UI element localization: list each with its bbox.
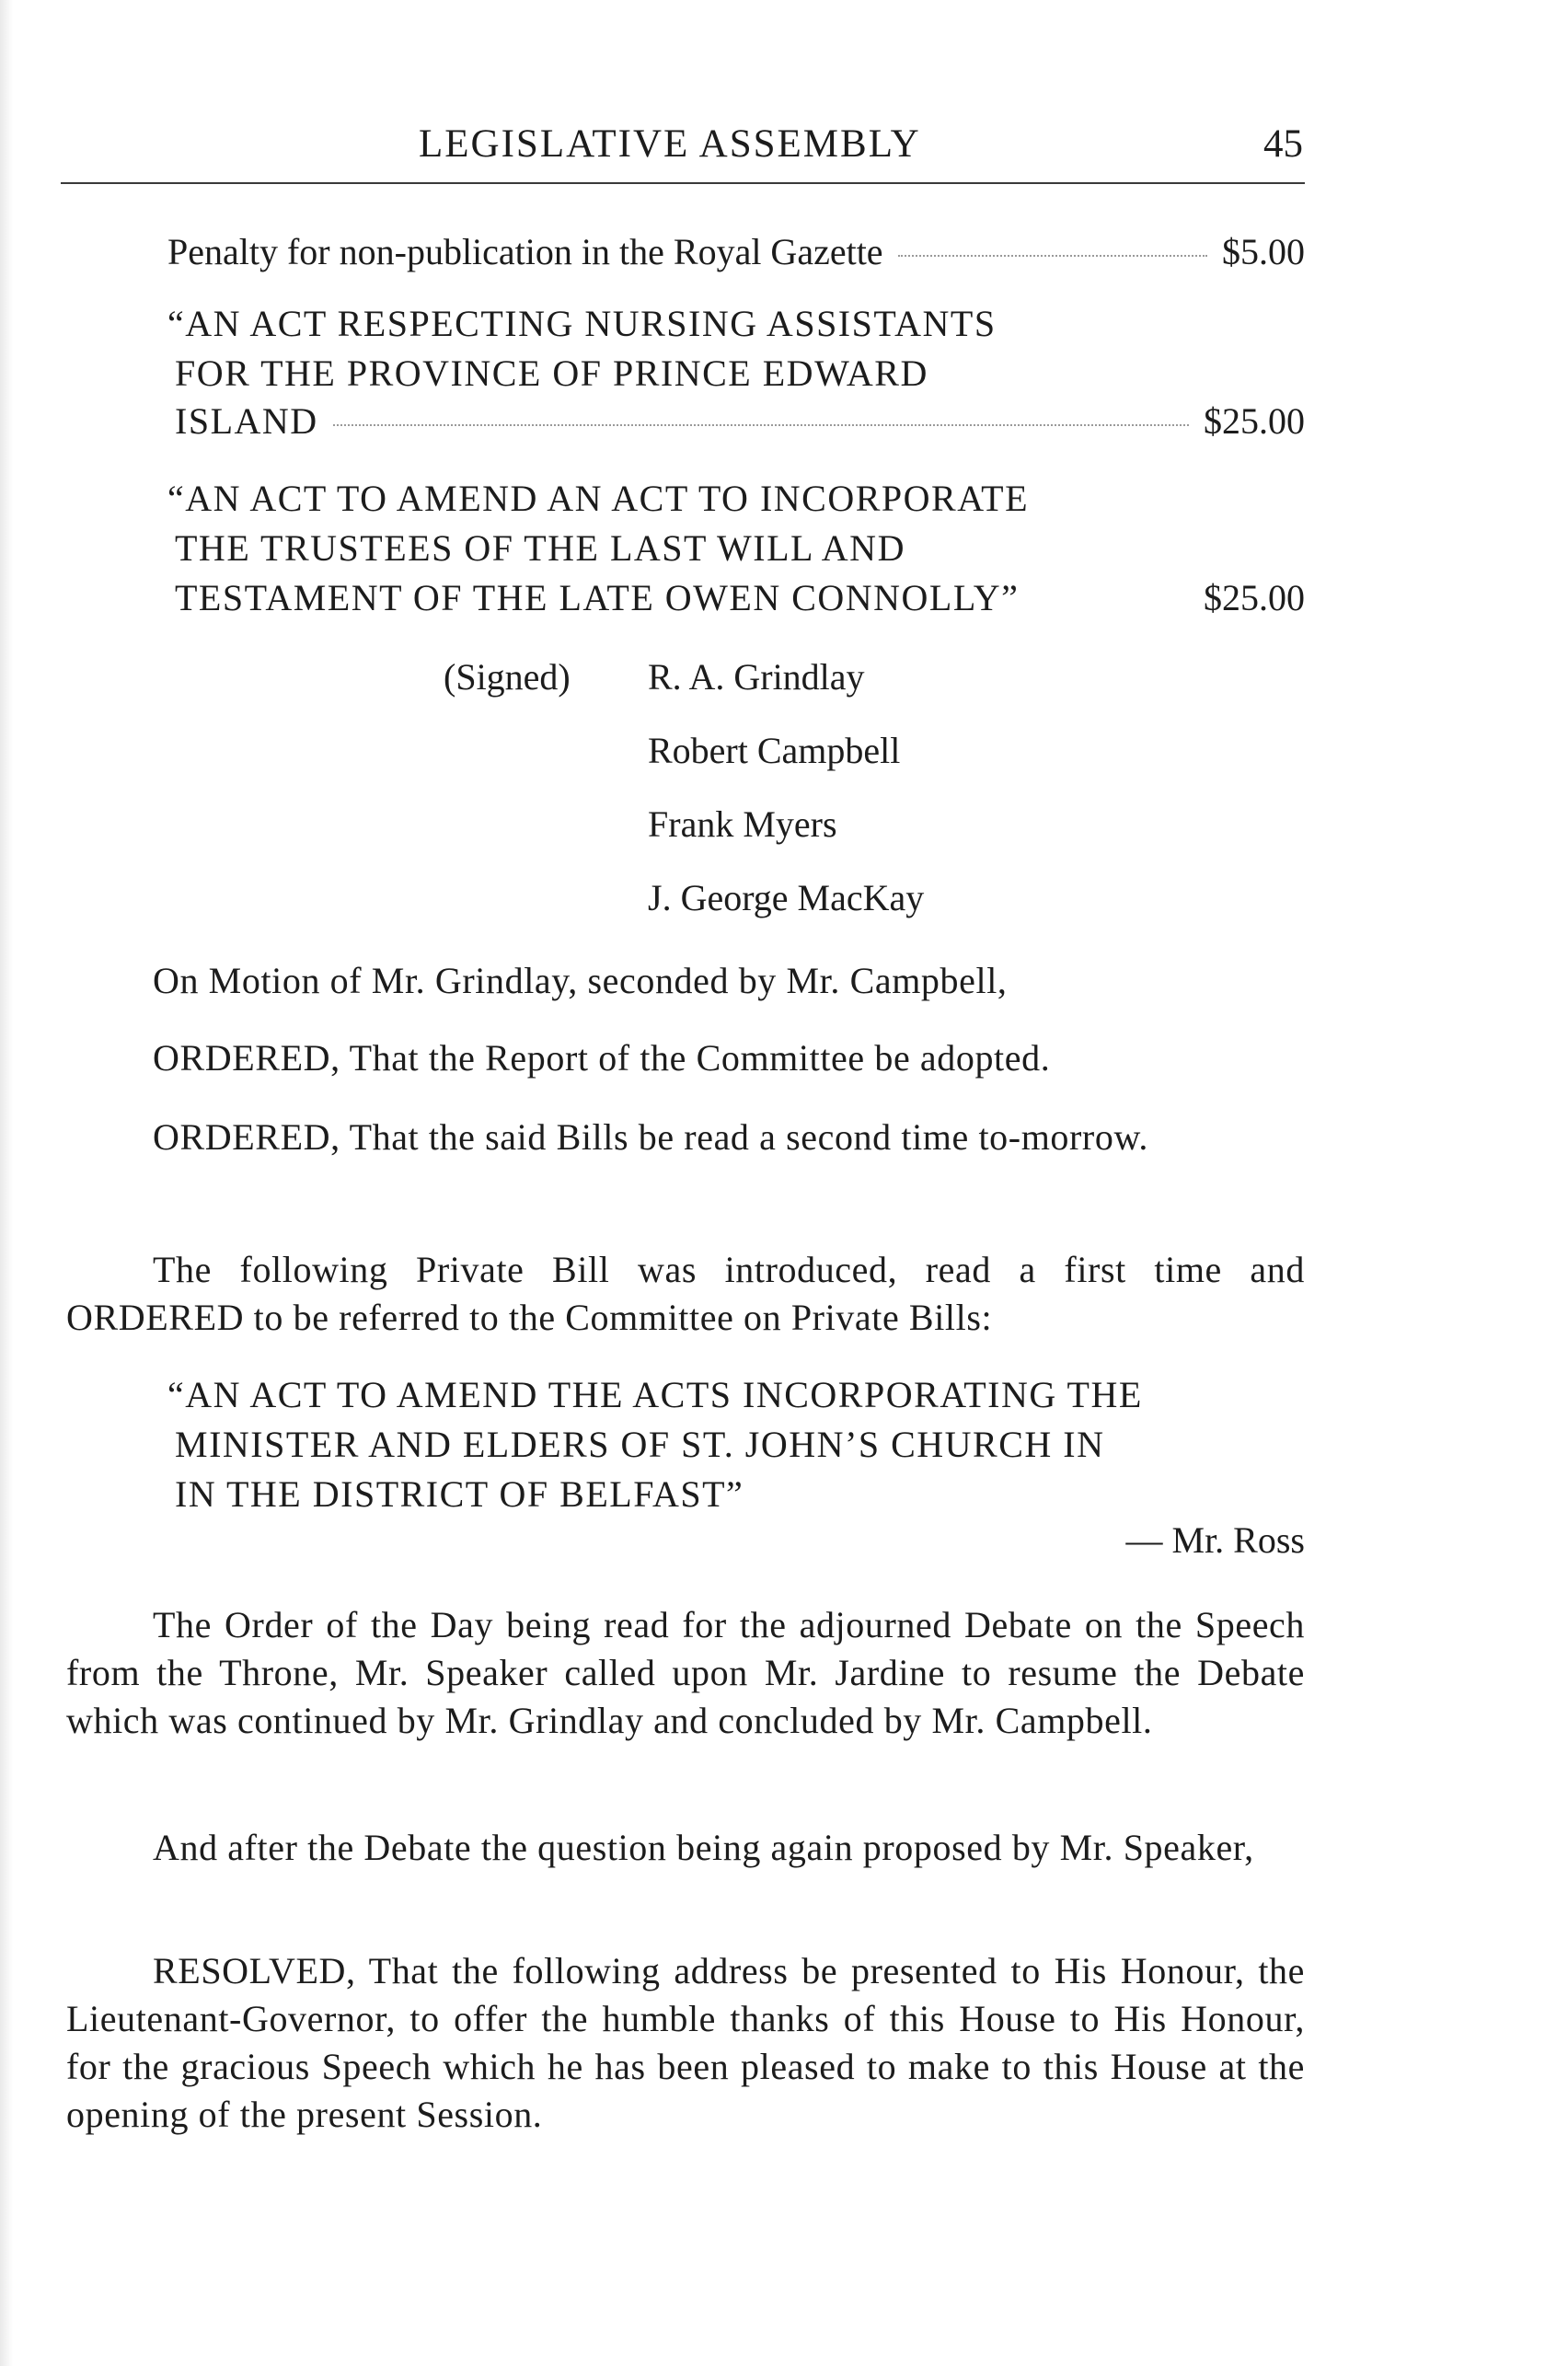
private-bill-intro-paragraph: The following Private Bill was introduced, read a first time and ORDERED to be referred to the Committee on Private Bills: <box>66 1249 1305 1338</box>
header-rule <box>61 182 1305 184</box>
fee-title-line: FOR THE PROVINCE OF PRINCE EDWARD <box>175 352 928 394</box>
fee-amount: $25.00 <box>1204 577 1305 618</box>
motion-paragraph: On Motion of Mr. Grindlay, seconded by Mr. Campbell, <box>153 960 1008 1001</box>
fee-title-line: THE TRUSTEES OF THE LAST WILL AND <box>175 527 905 569</box>
fee-description: Penalty for non-publication in the Royal Gazette <box>167 231 883 272</box>
fee-description: ISLAND <box>175 400 318 442</box>
dot-leader <box>898 255 1207 257</box>
page-edge-shadow <box>0 0 13 2366</box>
private-bill-title-line: “AN ACT TO AMEND THE ACTS INCORPORATING THE <box>167 1374 1143 1415</box>
private-bill-title-line: IN THE DISTRICT OF BELFAST” <box>175 1473 744 1515</box>
signed-label: (Signed) <box>444 656 571 698</box>
fee-line-penalty <box>167 230 1305 273</box>
ordered-adopted-paragraph: ORDERED, That the Report of the Committee be adopted. <box>153 1037 1051 1079</box>
running-head-title: LEGISLATIVE ASSEMBLY <box>419 122 921 166</box>
signatory-name: J. George MacKay <box>648 877 925 918</box>
page-number: 45 <box>1263 122 1303 166</box>
resolved-paragraph: RESOLVED, That the following address be presented to His Honour, the Lieutenant-Governor, to offer the humble thanks of this House to His Honour, for the gracious Speech which he has been pleased to make to this House at the opening of the present Session. <box>66 1950 1305 2135</box>
fee-line-nursing-assistants <box>175 399 1305 443</box>
signatory-name: Frank Myers <box>648 803 837 845</box>
private-bill-title-line: MINISTER AND ELDERS OF ST. JOHN’S CHURCH IN <box>175 1424 1105 1465</box>
after-debate-paragraph: And after the Debate the question being again proposed by Mr. Speaker, <box>153 1827 1254 1868</box>
signatory-name: R. A. Grindlay <box>648 656 865 698</box>
bill-introducer: — Mr. Ross <box>1125 1519 1305 1561</box>
fee-description: TESTAMENT OF THE LATE OWEN CONNOLLY” <box>175 577 1020 618</box>
fee-amount: $25.00 <box>1204 400 1305 442</box>
ordered-second-reading-paragraph: ORDERED, That the said Bills be read a second time to-morrow. <box>153 1116 1148 1158</box>
fee-title-line: “AN ACT RESPECTING NURSING ASSISTANTS <box>167 303 997 344</box>
fee-title-line: “AN ACT TO AMEND AN ACT TO INCORPORATE <box>167 478 1030 519</box>
order-of-day-paragraph: The Order of the Day being read for the adjourned Debate on the Speech from the Throne, Mr. Speaker called upon Mr. Jardine to resume the Debate which was continued by Mr. Grindlay and concluded by Mr. Campbell. <box>66 1604 1305 1741</box>
signatory-name: Robert Campbell <box>648 730 901 771</box>
fee-amount: $5.00 <box>1222 231 1305 272</box>
fee-line-owen-connolly <box>175 576 1305 619</box>
dot-leader <box>333 424 1189 426</box>
